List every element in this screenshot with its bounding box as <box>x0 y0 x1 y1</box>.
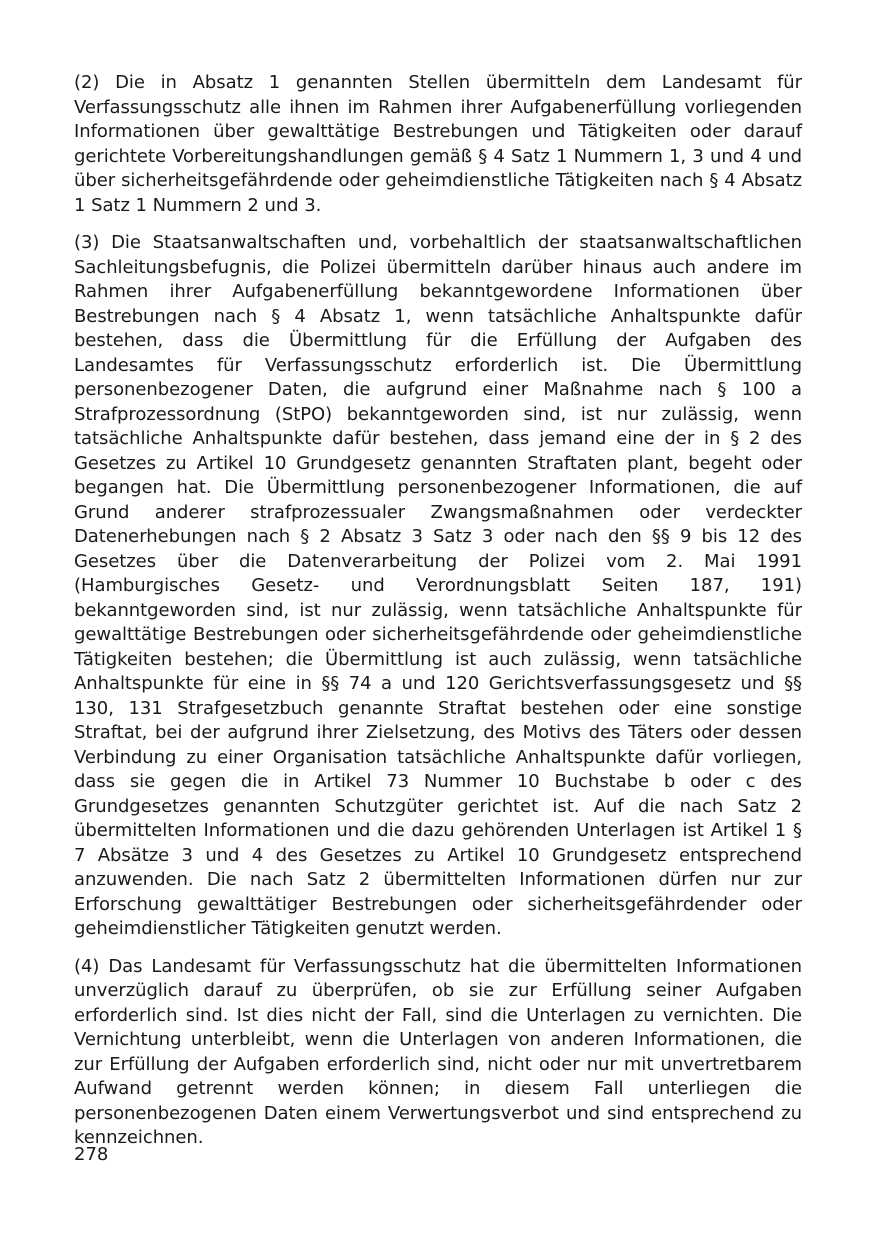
paragraph-absatz-3: (3) Die Staatsanwaltschaften und, vorbehaltlich der staatsanwaltschaftlichen Sachleitungsbefugnis, die Polizei übermitteln darüber hinaus auch andere im Rahmen ihrer Aufgabenerfüllung bekanntgewordene Informationen über Bestrebungen nach § 4 Absatz 1, wenn tatsächliche Anhaltspunkte dafür bestehen, dass die Übermittlung für die Erfüllung der Aufgaben des Landesamtes für Verfassungsschutz erforderlich ist. Die Übermittlung personenbezogener Daten, die aufgrund einer Maßnahme nach § 100 a Strafprozessordnung (StPO) bekanntgeworden sind, ist nur zulässig, wenn tatsächliche Anhaltspunkte dafür bestehen, dass jemand eine der in § 2 des Gesetzes zu Artikel 10 Grundgesetz genannten Straftaten plant, begeht oder begangen hat. Die Übermittlung personenbezogener Informationen, die auf Grund anderer strafprozessualer Zwangsmaßnahmen oder verdeckter Datenerhebungen nach § 2 Absatz 3 Satz 3 oder nach den §§ 9 bis 12 des Gesetzes über die Datenverarbeitung der Polizei vom 2. Mai 1991 (Hamburgisches Gesetz- und Verordnungsblatt Seiten 187, 191) bekanntgeworden sind, ist nur zulässig, wenn tatsächliche Anhaltspunkte für gewalttätige Bestrebungen oder sicherheitsgefährdende oder geheimdienstliche Tätigkeiten bestehen; die Übermittlung ist auch zulässig, wenn tatsächliche Anhaltspunkte für eine in §§ 74 a und 120 Gerichtsverfassungsgesetz und §§ 130, 131 Strafgesetzbuch genannte Straftat bestehen oder eine sonstige Straftat, bei der aufgrund ihrer Zielsetzung, des Motivs des Täters oder dessen Verbindung zu einer Organisation tatsächliche Anhaltspunkte dafür vorliegen, dass sie gegen die in Artikel 73 Nummer 10 Buchstabe b oder c des Grundgesetzes genannten Schutzgüter gerichtet ist. Auf die nach Satz 2 übermittelten Informationen und die dazu gehörenden Unterlagen ist Artikel 1 § 7 Absätze 3 und 4 des Gesetzes zu Artikel 10 Grundgesetz entsprechend anzuwenden. Die nach Satz 2 übermittelten Informationen dürfen nur zur Erforschung gewalttätiger Bestrebungen oder sicherheitsgefährdender oder geheimdienstlicher Tätigkeiten genutzt werden. <box>74 232 802 939</box>
document-body <box>74 71 802 1164</box>
paragraph-absatz-2: (2) Die in Absatz 1 genannten Stellen übermitteln dem Landesamt für Verfassungsschutz alle ihnen im Rahmen ihrer Aufgabenerfüllung vorliegenden Informationen über gewalttätige Bestrebungen und Tätigkeiten oder darauf gerichtete Vorbereitungshandlungen gemäß § 4 Satz 1 Nummern 1, 3 und 4 und über sicherheitsgefährdende oder geheimdienstliche Tätigkeiten nach § 4 Absatz 1 Satz 1 Nummern 2 und 3. <box>74 72 802 216</box>
page-number: 278 <box>74 1144 109 1165</box>
paragraph-absatz-4: (4) Das Landesamt für Verfassungsschutz hat die übermittelten Informationen unverzüglich darauf zu überprüfen, ob sie zur Erfüllung seiner Aufgaben erforderlich sind. Ist dies nicht der Fall, sind die Unterlagen zu vernichten. Die Vernichtung unterbleibt, wenn die Unterlagen von anderen Informationen, die zur Erfüllung der Aufgaben erforderlich sind, nicht oder nur mit unvertretbarem Aufwand getrennt werden können; in diesem Fall unterliegen die personenbezogenen Daten einem Verwertungsverbot und sind entsprechend zu kennzeichnen. <box>74 955 802 1148</box>
